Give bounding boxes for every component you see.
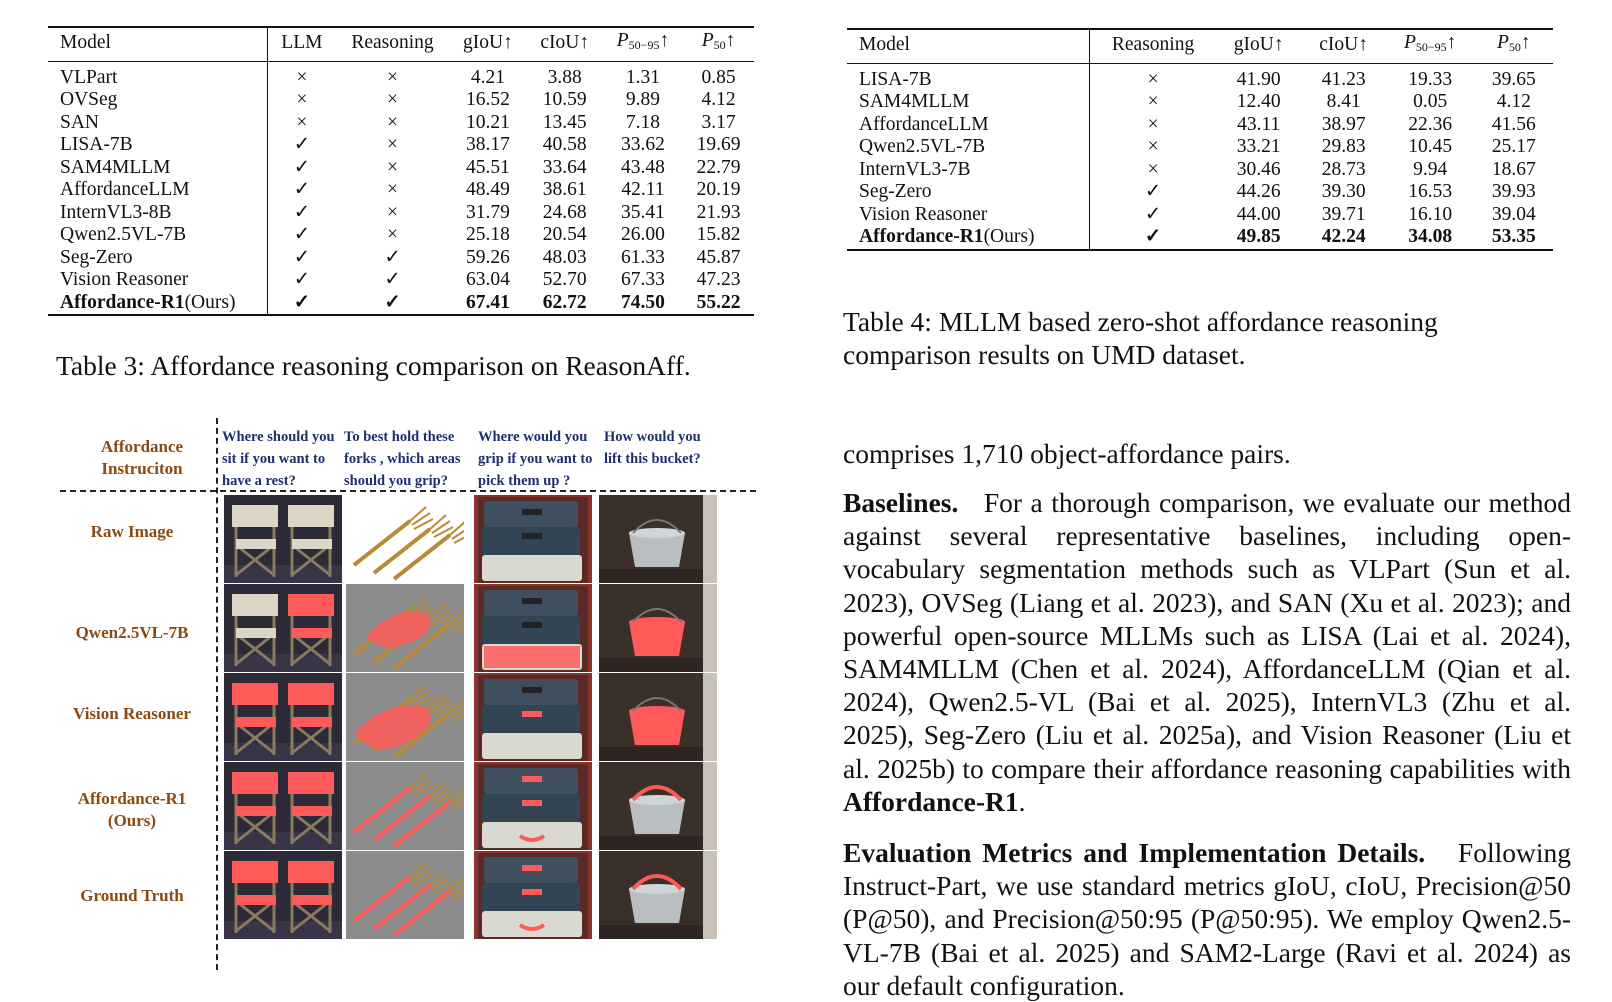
col-giou: gIoU↑ [1233, 34, 1284, 55]
row-label-vision-reasoner: Vision Reasoner [73, 704, 191, 723]
cell-p5095: 61.33 [621, 246, 665, 268]
image-vision-reasoner-forks [346, 673, 464, 761]
table-3-caption: Table 3: Affordance reasoning comparison on ReasonAff. [56, 350, 691, 381]
paragraph-evaluation [843, 836, 1571, 1002]
cell-model: SAN [48, 112, 267, 135]
row-label-raw-image: Raw Image [90, 522, 174, 541]
image-vision-reasoner-bucket [599, 673, 717, 761]
cell-p50: 3.17 [701, 111, 736, 133]
cell-ciou: 39.71 [1321, 203, 1366, 225]
cell-p50: 4.12 [1496, 91, 1531, 112]
table-4-caption: Table 4: MLLM based zero-shot affordance reasoning comparison results on UMD dataset. [843, 306, 1438, 370]
cell-giou: 41.90 [1236, 68, 1281, 90]
image-qwen-suitcases [474, 584, 592, 672]
cell-giou: 59.26 [466, 246, 510, 268]
cell-model: SAM4MLLM [48, 157, 267, 180]
table-row [48, 157, 754, 180]
cell-model: Affordance-R1(Ours) [48, 292, 267, 316]
cell-giou: 45.51 [466, 156, 510, 178]
cell-reasoning: ✓ [384, 246, 401, 268]
table-row [847, 181, 1553, 204]
cell-model: VLPart [48, 61, 267, 89]
cell-p5095: 10.45 [1408, 136, 1453, 157]
col-model: Model [48, 27, 267, 61]
figure-vertical-divider [216, 418, 218, 970]
table-row [847, 63, 1553, 91]
cell-model: InternVL3-7B [847, 159, 1090, 182]
cell-ciou: 48.03 [542, 246, 587, 268]
cell-model: Qwen2.5VL-7B [847, 136, 1090, 159]
cell-giou: 49.85 [1236, 226, 1281, 247]
question-chair: Where should you sit if you want to have a rest? [222, 429, 335, 489]
cell-giou: 67.41 [466, 291, 510, 313]
col-p50: $P_{50}↑$ [1496, 32, 1531, 54]
cell-ciou: 39.30 [1321, 181, 1366, 202]
cell-p50: 20.19 [696, 179, 741, 200]
cell-p50: 47.23 [696, 269, 741, 290]
cell-reasoning: × [1147, 68, 1159, 90]
cell-model: AffordanceLLM [48, 179, 267, 202]
cell-reasoning: × [387, 156, 399, 178]
cell-model: SAM4MLLM [847, 91, 1090, 114]
image-raw-bucket [599, 495, 717, 583]
cell-ciou: 42.24 [1321, 226, 1366, 247]
cell-p50: 0.85 [701, 66, 736, 88]
cell-p5095: 0.05 [1413, 91, 1448, 112]
image-ground-truth-suitcases [474, 851, 592, 939]
col-ciou: cIoU↑ [1319, 34, 1368, 55]
cell-giou: 16.52 [466, 89, 510, 110]
cell-llm: ✓ [293, 134, 311, 155]
cell-reasoning: × [1147, 136, 1159, 157]
cell-p50: 39.93 [1491, 181, 1536, 202]
table-3-header-row [48, 27, 754, 61]
cell-giou: 44.00 [1236, 203, 1281, 225]
cell-p5095: 7.18 [625, 111, 661, 133]
cell-p5095: 16.53 [1408, 181, 1453, 202]
cell-p5095: 42.11 [621, 179, 665, 200]
table-4 [847, 28, 1553, 251]
cell-giou: 38.17 [466, 134, 510, 155]
cell-model: LISA-7B [847, 63, 1090, 91]
cell-ciou: 8.41 [1326, 91, 1361, 112]
image-qwen-chairs [224, 584, 342, 672]
table-row [847, 91, 1553, 114]
cell-reasoning: ✓ [1144, 181, 1162, 202]
cell-ciou: 40.58 [542, 134, 587, 155]
baselines-method-name: Affordance-R1 [843, 785, 1019, 817]
image-affordance-r1-bucket [599, 762, 717, 850]
paragraph-dataset-size: comprises 1,710 object-affordance pairs. [843, 438, 1291, 469]
cell-reasoning: × [387, 66, 399, 88]
image-raw-forks [346, 495, 464, 583]
cell-giou: 25.18 [466, 224, 510, 245]
cell-p5095: 43.48 [621, 156, 665, 178]
cell-ciou: 62.72 [542, 291, 587, 313]
table-row [48, 61, 754, 89]
table-row [847, 204, 1553, 227]
baselines-heading: Baselines. [843, 487, 959, 518]
cell-model: Qwen2.5VL-7B [48, 224, 267, 247]
image-qwen-forks [346, 584, 464, 672]
cell-p5095: 34.08 [1408, 226, 1453, 247]
cell-llm: ✓ [293, 246, 311, 268]
cell-llm: ✓ [293, 269, 311, 290]
cell-p5095: 26.00 [621, 224, 665, 245]
col-giou: gIoU↑ [463, 32, 513, 53]
affordance-instruction-title: Affordance Instruciton [100, 437, 184, 478]
image-ground-truth-chairs [224, 851, 342, 939]
cell-model: Vision Reasoner [847, 204, 1090, 227]
cell-ciou: 33.64 [542, 156, 587, 178]
table-row-ours [48, 292, 754, 316]
paragraph-baselines: Baselines. For a thorough comparison, we evaluate our method against several representative baselines, including open-vocabulary segmentation methods such as VLPart (Sun et al. 2023), OVSeg (Liang et al. 2023), and SAN (Xu et al. 2023); and powerful open-source MLLMs such as LISA (Lai et al. 2024), SAM4MLLM (Chen et al. 2024), AffordanceLLM (Qian et al. 2024), Qwen2.5-VL (Bai et al. 2025), InternVL3 (Zhu et al. 2025), Seg-Zero (Liu et al. 2025a), and Vision Reasoner (Liu et al. 2025b) to compare their affordance reasoning capabilities with Affordance-R1. [843, 487, 1571, 817]
image-vision-reasoner-chairs [224, 673, 342, 761]
cell-p5095: 74.50 [621, 291, 665, 313]
cell-p5095: 19.33 [1408, 68, 1453, 90]
cell-ciou: 38.97 [1321, 113, 1366, 135]
cell-model: InternVL3-8B [48, 202, 267, 225]
cell-giou: 4.21 [470, 66, 505, 88]
cell-ciou: 29.83 [1321, 136, 1366, 157]
cell-model: AffordanceLLM [847, 114, 1090, 137]
question-bucket: How would you lift this bucket? [604, 429, 701, 467]
col-p5095: $P_{50-95}↑$ [616, 30, 670, 52]
cell-reasoning: ✓ [384, 269, 401, 290]
cell-ciou: 20.54 [542, 224, 587, 245]
question-suitcases: Where would you grip if you want to pick them up ? [478, 429, 593, 489]
image-raw-chairs [224, 495, 342, 583]
cell-giou: 10.21 [466, 111, 510, 133]
cell-model: Seg-Zero [847, 181, 1090, 204]
baselines-text: For a thorough comparison, we evaluate our method against several representative baselines, including open-vocabulary segmentation methods such as VLPart (Sun et al. 2023), OVSeg (Liang et al. 2023), and SAN (Xu et al. 2023); and powerful open-source MLLMs such as LISA (Lai et al. 2024), SAM4MLLM (Chen et al. 2024), AffordanceLLM (Qian et al. 2024), Qwen2.5-VL (Bai et al. 2025), InternVL3 (Zhu et al. 2025), Seg-Zero (Liu et al. 2025a), and Vision Reasoner (Liu et al. 2025b) to compare their affordance reasoning capabilities with [843, 487, 1571, 784]
cell-p5095: 33.62 [621, 134, 665, 155]
table-row [48, 134, 754, 157]
cell-giou: 44.26 [1236, 181, 1281, 202]
cell-giou: 63.04 [466, 269, 510, 290]
cell-ciou: 3.88 [547, 66, 582, 88]
table-row [48, 269, 754, 292]
table-4-header-row [847, 29, 1553, 63]
cell-p5095: 1.31 [625, 66, 661, 88]
table-row [847, 159, 1553, 182]
cell-llm: ✓ [293, 156, 311, 178]
cell-model: LISA-7B [48, 134, 267, 157]
table-row [48, 202, 754, 225]
cell-llm: × [296, 111, 308, 133]
cell-ciou: 38.61 [542, 179, 587, 200]
image-qwen-bucket [599, 584, 717, 672]
image-ground-truth-forks [346, 851, 464, 939]
cell-reasoning: × [1147, 158, 1159, 180]
cell-p5095: 16.10 [1408, 203, 1453, 225]
cell-p5095: 9.94 [1413, 158, 1448, 180]
cell-reasoning: × [387, 179, 399, 200]
cell-p5095: 67.33 [621, 269, 665, 290]
col-llm: LLM [281, 32, 323, 53]
image-ground-truth-bucket [599, 851, 717, 939]
cell-giou: 48.49 [466, 179, 510, 200]
cell-model: Seg-Zero [48, 247, 267, 270]
cell-reasoning: × [387, 201, 399, 223]
qualitative-figure [48, 418, 758, 976]
cell-reasoning: × [387, 111, 399, 133]
row-label-qwen: Qwen2.5VL-7B [75, 623, 189, 642]
cell-llm: ✓ [293, 201, 311, 223]
cell-llm: ✓ [293, 224, 311, 245]
cell-p50: 53.35 [1491, 226, 1536, 247]
cell-p50: 18.67 [1491, 158, 1536, 180]
row-label-affordance-r1: Affordance-R1 (Ours) [77, 789, 187, 830]
table-row [48, 89, 754, 112]
cell-model: Affordance-R1(Ours) [847, 226, 1090, 250]
image-affordance-r1-suitcases [474, 762, 592, 850]
image-raw-suitcases [474, 495, 592, 583]
col-reasoning: Reasoning [1111, 34, 1195, 55]
cell-p50: 55.22 [696, 291, 741, 313]
cell-model: OVSeg [48, 89, 267, 112]
cell-reasoning: × [387, 134, 399, 155]
cell-ciou: 13.45 [542, 111, 587, 133]
cell-llm: × [296, 66, 308, 88]
table-row-ours [847, 226, 1553, 250]
cell-ciou: 24.68 [542, 201, 587, 223]
table-3 [48, 26, 754, 316]
cell-reasoning: ✓ [384, 291, 401, 313]
question-forks: To best hold these forks , which areas should you grip? [344, 429, 461, 489]
figure-horizontal-divider [60, 490, 756, 492]
table-row [48, 247, 754, 270]
evaluation-heading: Evaluation Metrics and Implementation Details. [843, 837, 1426, 868]
cell-model: Vision Reasoner [48, 269, 267, 292]
cell-ciou: 52.70 [542, 269, 587, 290]
cell-p50: 4.12 [701, 89, 736, 110]
cell-ciou: 28.73 [1321, 158, 1366, 180]
cell-reasoning: × [1147, 91, 1159, 112]
cell-p50: 15.82 [696, 224, 741, 245]
evaluation-text: Following Instruct-Part, we use standard metrics gIoU, cIoU, Precision@50 (P@50), and Precision@50:95 (P@50:95). We employ Qwen2.5-VL-7B (Bai et al. 2025) and SAM2-Large (Ravi et al. 2024) as our default configuration. [843, 837, 1571, 1001]
cell-giou: 33.21 [1236, 136, 1281, 157]
cell-p5095: 9.89 [625, 89, 661, 110]
cell-p50: 25.17 [1491, 136, 1536, 157]
cell-p50: 39.04 [1491, 203, 1536, 225]
cell-ciou: 10.59 [542, 89, 587, 110]
cell-p50: 39.65 [1491, 68, 1536, 90]
cell-p50: 21.93 [696, 201, 741, 223]
col-model: Model [847, 29, 1090, 63]
cell-reasoning: × [1147, 113, 1159, 135]
table-row [847, 136, 1553, 159]
col-ciou: cIoU↑ [540, 32, 590, 53]
image-vision-reasoner-suitcases [474, 673, 592, 761]
cell-reasoning: × [387, 89, 399, 110]
cell-p5095: 22.36 [1408, 113, 1453, 135]
image-affordance-r1-forks [346, 762, 464, 850]
image-affordance-r1-chairs [224, 762, 342, 850]
cell-reasoning: ✓ [1144, 203, 1162, 225]
table-row [847, 114, 1553, 137]
cell-llm: × [296, 89, 308, 110]
cell-p50: 45.87 [696, 246, 741, 268]
col-p5095: $P_{50-95}↑$ [1403, 32, 1457, 54]
cell-giou: 43.11 [1237, 113, 1281, 135]
cell-p5095: 35.41 [621, 201, 665, 223]
cell-p50: 41.56 [1491, 113, 1536, 135]
row-label-ground-truth: Ground Truth [80, 886, 184, 905]
cell-giou: 12.40 [1236, 91, 1281, 112]
cell-p50: 19.69 [696, 134, 741, 155]
col-p50: $P_{50}↑$ [701, 30, 736, 52]
cell-reasoning: ✓ [1144, 226, 1162, 247]
cell-llm: ✓ [293, 179, 311, 200]
cell-giou: 30.46 [1236, 158, 1281, 180]
col-reasoning: Reasoning [351, 32, 434, 53]
cell-p50: 22.79 [696, 156, 741, 178]
cell-llm: ✓ [293, 291, 311, 313]
table-row [48, 179, 754, 202]
cell-reasoning: × [387, 224, 399, 245]
cell-giou: 31.79 [466, 201, 510, 223]
table-row [48, 112, 754, 135]
cell-ciou: 41.23 [1321, 68, 1366, 90]
table-row [48, 224, 754, 247]
